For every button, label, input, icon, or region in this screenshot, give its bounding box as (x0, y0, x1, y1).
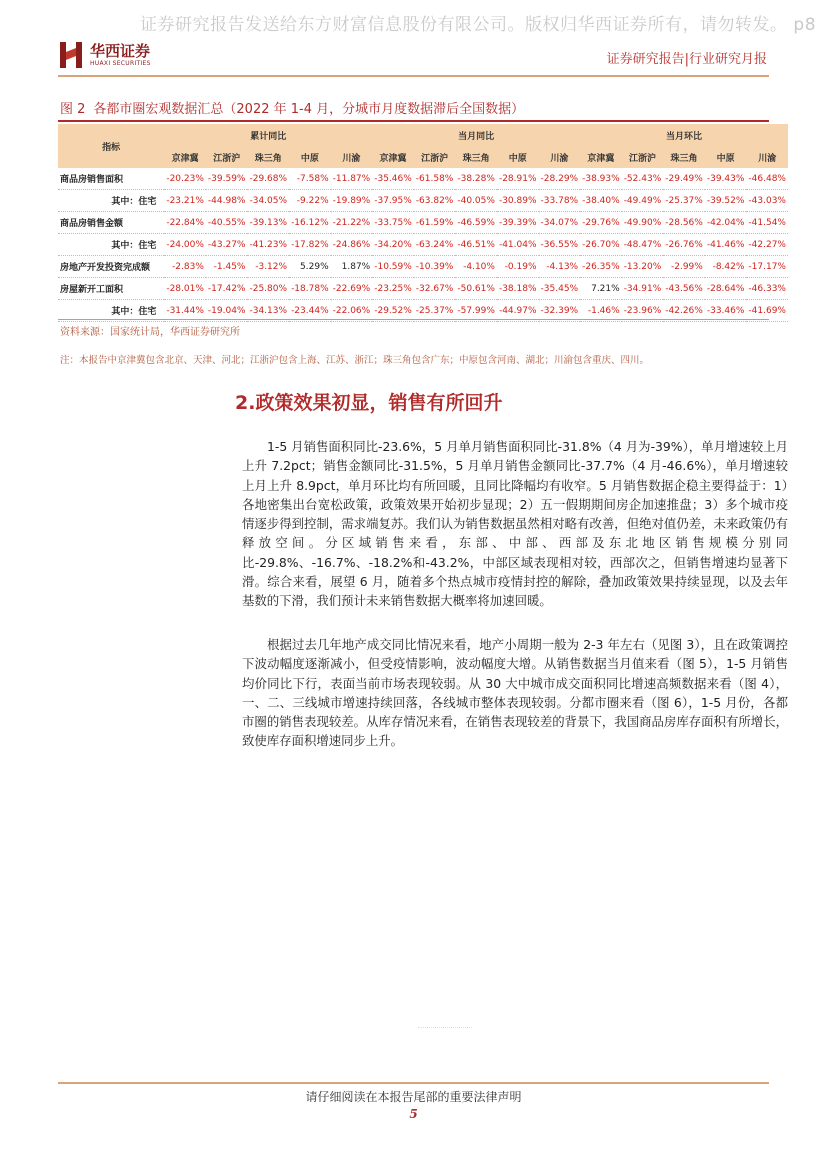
table-cell: -38.40% (580, 190, 622, 212)
table-cell: -36.55% (539, 234, 581, 256)
table-cell: -8.42% (705, 256, 747, 278)
footer-divider (58, 1082, 769, 1084)
table-cell: -9.22% (289, 190, 331, 212)
group-header: 当月同比 (372, 124, 580, 146)
table-cell: -2.99% (663, 256, 705, 278)
group-header: 累计同比 (164, 124, 372, 146)
table-cell: -48.47% (622, 234, 664, 256)
table-cell: -26.35% (580, 256, 622, 278)
table-cell: -13.20% (622, 256, 664, 278)
region-header: 江浙沪 (206, 146, 248, 168)
table-cell: -43.27% (206, 234, 248, 256)
table-cell: 7.21% (580, 278, 622, 300)
watermark-text: 证券研究报告发送给东方财富信息股份有限公司。版权归华西证券所有，请勿转发。 p8 (140, 15, 817, 35)
table-cell: -28.64% (705, 278, 747, 300)
table-row (58, 234, 788, 256)
table-cell: -22.84% (164, 212, 206, 234)
table-cell: -28.91% (497, 168, 539, 190)
huaxi-logo-icon (58, 40, 84, 70)
table-cell: -29.52% (372, 300, 414, 322)
table-cell: -29.68% (247, 168, 289, 190)
table-cell: -19.04% (206, 300, 248, 322)
table-cell: -18.78% (289, 278, 331, 300)
table-cell: -26.70% (580, 234, 622, 256)
table-cell: -11.87% (331, 168, 373, 190)
row-label: 其中：住宅 (58, 234, 164, 256)
table-cell: -43.56% (663, 278, 705, 300)
row-label: 房地产开发投资完成额 (58, 256, 164, 278)
table-cell: -33.75% (372, 212, 414, 234)
legal-notice: 请仔细阅读在本报告尾部的重要法律声明 (305, 1090, 522, 1104)
table-cell: -37.95% (372, 190, 414, 212)
table-cell: -25.37% (663, 190, 705, 212)
company-logo (58, 40, 178, 72)
region-header: 京津冀 (372, 146, 414, 168)
table-cell: -28.29% (539, 168, 581, 190)
table-cell: -41.23% (247, 234, 289, 256)
table-cell: -31.44% (164, 300, 206, 322)
body-paragraph: 1-5 月销售面积同比-23.6%，5 月单月销售面积同比-31.8%（4 月为-39%），单月增速较上月上升 7.2pct；销售金额同比-31.5%，5 月单月销售金额同比-37.7%（4 月-46.6%），单月增速较上月上升 8.9pct，单月环比均有所回暖，且同比降幅均有收窄。5 月销售数据企稳主要得益于：1）各地密集出台宽松政策，政策效果开始初步显现；2）五一假期期间房企加速推盘；3）多个城市疫情逐步得到控制，需求端复苏。我们认为销售数据虽然相对略有改善，但绝对值仍差，未来政策仍有释放空间。分区域销售来看，东部、中部、西部及东北地区销售规模分别同比-29.8%、-16.7%、-18.2%和-43.2%，中部区域表现相对较，西部次之，但销售增速均显著下滑。综合来看，展望 6 月，随着多个热点城市疫情封控的解除，叠加政策效果持续显现，以及去年基数的下滑，我们预计未来销售数据大概率将加速回暖。 (242, 439, 788, 609)
decorative-divider (418, 1027, 472, 1028)
table-cell: -41.54% (746, 212, 788, 234)
table-cell: -44.98% (206, 190, 248, 212)
table-cell: -35.45% (539, 278, 581, 300)
table-cell: -34.20% (372, 234, 414, 256)
table-cell: -29.49% (663, 168, 705, 190)
region-header: 中原 (497, 146, 539, 168)
table-row (58, 190, 788, 212)
table-cell: -34.13% (247, 300, 289, 322)
row-label: 其中：住宅 (58, 300, 164, 322)
table-cell: -63.24% (414, 234, 456, 256)
table-cell: -17.17% (746, 256, 788, 278)
logo-subtitle: HUAXI SECURITIES (90, 60, 151, 67)
source-divider (58, 319, 769, 320)
table-cell: -38.28% (455, 168, 497, 190)
table-cell: -34.91% (622, 278, 664, 300)
table-cell: -34.07% (539, 212, 581, 234)
table-cell: -61.59% (414, 212, 456, 234)
table-cell: -0.19% (497, 256, 539, 278)
table-cell: -39.52% (705, 190, 747, 212)
table-cell: -22.69% (331, 278, 373, 300)
body-paragraph: 根据过去几年地产成交同比情况来看，地产小周期一般为 2-3 年左右（见图 3），且在政策调控下波动幅度逐渐减小，但受疫情影响，波动幅度大增。从销售数据当月值来看（图 5），1-5 月销售均价同比下行，表面当前市场表现较弱。从 30 大中城市成交面积同比增速高频数据来看（图 4），一、二、三线城市增速持续回落，各线城市整体表现较弱。分都市圈来看（图 6），1-5 月份，各都市圈的销售表现较差。从库存情况来看，在销售表现较差的背景下，我国商品房库存面积有所增长，致使库存面积增速同步上升。 (242, 637, 788, 749)
table-cell: -39.39% (497, 212, 539, 234)
region-header: 中原 (705, 146, 747, 168)
section-heading: 2.政策效果初显，销售有所回升 (235, 392, 503, 414)
table-cell: -20.23% (164, 168, 206, 190)
table-cell: -25.37% (414, 300, 456, 322)
table-cell: -29.76% (580, 212, 622, 234)
table-cell: -33.46% (705, 300, 747, 322)
table-region-header (58, 146, 788, 168)
table-group-header (58, 124, 788, 146)
header-divider (58, 75, 769, 77)
table-cell: -41.04% (497, 234, 539, 256)
table-cell: -26.76% (663, 234, 705, 256)
table-cell: -19.89% (331, 190, 373, 212)
table-cell: -39.13% (247, 212, 289, 234)
table-cell: -41.46% (705, 234, 747, 256)
table-cell: -50.61% (455, 278, 497, 300)
page-number: 5 (409, 1107, 418, 1121)
region-header: 珠三角 (247, 146, 289, 168)
table-cell: -28.56% (663, 212, 705, 234)
table-cell: -44.97% (497, 300, 539, 322)
table-row (58, 168, 788, 190)
table-cell: -49.90% (622, 212, 664, 234)
table-cell: -22.06% (331, 300, 373, 322)
table-cell: -33.78% (539, 190, 581, 212)
region-header: 川渝 (746, 146, 788, 168)
table-cell: -17.82% (289, 234, 331, 256)
table-cell: -40.05% (455, 190, 497, 212)
table-cell: -7.58% (289, 168, 331, 190)
region-header: 珠三角 (455, 146, 497, 168)
table-cell: -46.33% (746, 278, 788, 300)
figure-number: 图 2 (60, 102, 86, 117)
table-cell: -46.48% (746, 168, 788, 190)
table-cell: -38.18% (497, 278, 539, 300)
table-cell: -39.59% (206, 168, 248, 190)
table-cell: -61.58% (414, 168, 456, 190)
figure-caption: 各都市圈宏观数据汇总（2022 年 1-4 月，分城市月度数据滞后全国数据） (93, 102, 525, 117)
table-cell: 5.29% (289, 256, 331, 278)
table-cell: -21.22% (331, 212, 373, 234)
table-body (58, 168, 788, 322)
table-cell: -30.89% (497, 190, 539, 212)
table-cell: -32.39% (539, 300, 581, 322)
region-header: 京津冀 (164, 146, 206, 168)
table-cell: -40.55% (206, 212, 248, 234)
region-header: 江浙沪 (622, 146, 664, 168)
region-header: 川渝 (331, 146, 373, 168)
table-cell: -35.46% (372, 168, 414, 190)
table-cell: -2.83% (164, 256, 206, 278)
table-cell: -23.25% (372, 278, 414, 300)
table-cell: -23.21% (164, 190, 206, 212)
index-header: 指标 (58, 124, 164, 168)
region-header: 川渝 (539, 146, 581, 168)
table-cell: -24.00% (164, 234, 206, 256)
table-row (58, 278, 788, 300)
table-cell: -49.49% (622, 190, 664, 212)
table-cell: -43.03% (746, 190, 788, 212)
table-cell: -17.42% (206, 278, 248, 300)
table-cell: -24.86% (331, 234, 373, 256)
table-cell: -46.59% (455, 212, 497, 234)
table-cell: -4.13% (539, 256, 581, 278)
row-label: 商品房销售金额 (58, 212, 164, 234)
report-type: 证券研究报告|行业研究月报 (606, 52, 767, 67)
note-text: 注：本报告中京津冀包含北京、天津、河北；江浙沪包含上海、江苏、浙江；珠三角包含广东；中原包含河南、湖北；川渝包含重庆、四川。 (60, 355, 650, 366)
row-label: 商品房销售面积 (58, 168, 164, 190)
table-cell: -46.51% (455, 234, 497, 256)
table-cell: -3.12% (247, 256, 289, 278)
table-cell: -1.45% (206, 256, 248, 278)
table-cell: -63.82% (414, 190, 456, 212)
table-cell: -39.43% (705, 168, 747, 190)
region-header: 京津冀 (580, 146, 622, 168)
table-cell: -57.99% (455, 300, 497, 322)
table-cell: -34.05% (247, 190, 289, 212)
source-text: 资料来源：国家统计局，华西证券研究所 (60, 327, 240, 338)
row-label: 其中：住宅 (58, 190, 164, 212)
figure-title (60, 98, 532, 117)
table-cell: -25.80% (247, 278, 289, 300)
table-cell: 1.87% (331, 256, 373, 278)
region-header: 江浙沪 (414, 146, 456, 168)
table-cell: -42.27% (746, 234, 788, 256)
row-label: 房屋新开工面积 (58, 278, 164, 300)
table-cell: -4.10% (455, 256, 497, 278)
table-cell: -16.12% (289, 212, 331, 234)
table-cell: -38.93% (580, 168, 622, 190)
region-header: 珠三角 (663, 146, 705, 168)
table-row (58, 256, 788, 278)
table-cell: -32.67% (414, 278, 456, 300)
table-cell: -52.43% (622, 168, 664, 190)
logo-name: 华西证券 (90, 42, 151, 60)
table-cell: -28.01% (164, 278, 206, 300)
table-row (58, 212, 788, 234)
macro-data-table (58, 124, 788, 322)
table-cell: -23.96% (622, 300, 664, 322)
table-cell: -42.04% (705, 212, 747, 234)
region-header: 中原 (289, 146, 331, 168)
table-cell: -10.39% (414, 256, 456, 278)
table-cell: -23.44% (289, 300, 331, 322)
table-cell: -41.69% (746, 300, 788, 322)
table-cell: -1.46% (580, 300, 622, 322)
figure-divider (58, 120, 769, 122)
group-header: 当月环比 (580, 124, 788, 146)
table-cell: -42.26% (663, 300, 705, 322)
table-cell: -10.59% (372, 256, 414, 278)
